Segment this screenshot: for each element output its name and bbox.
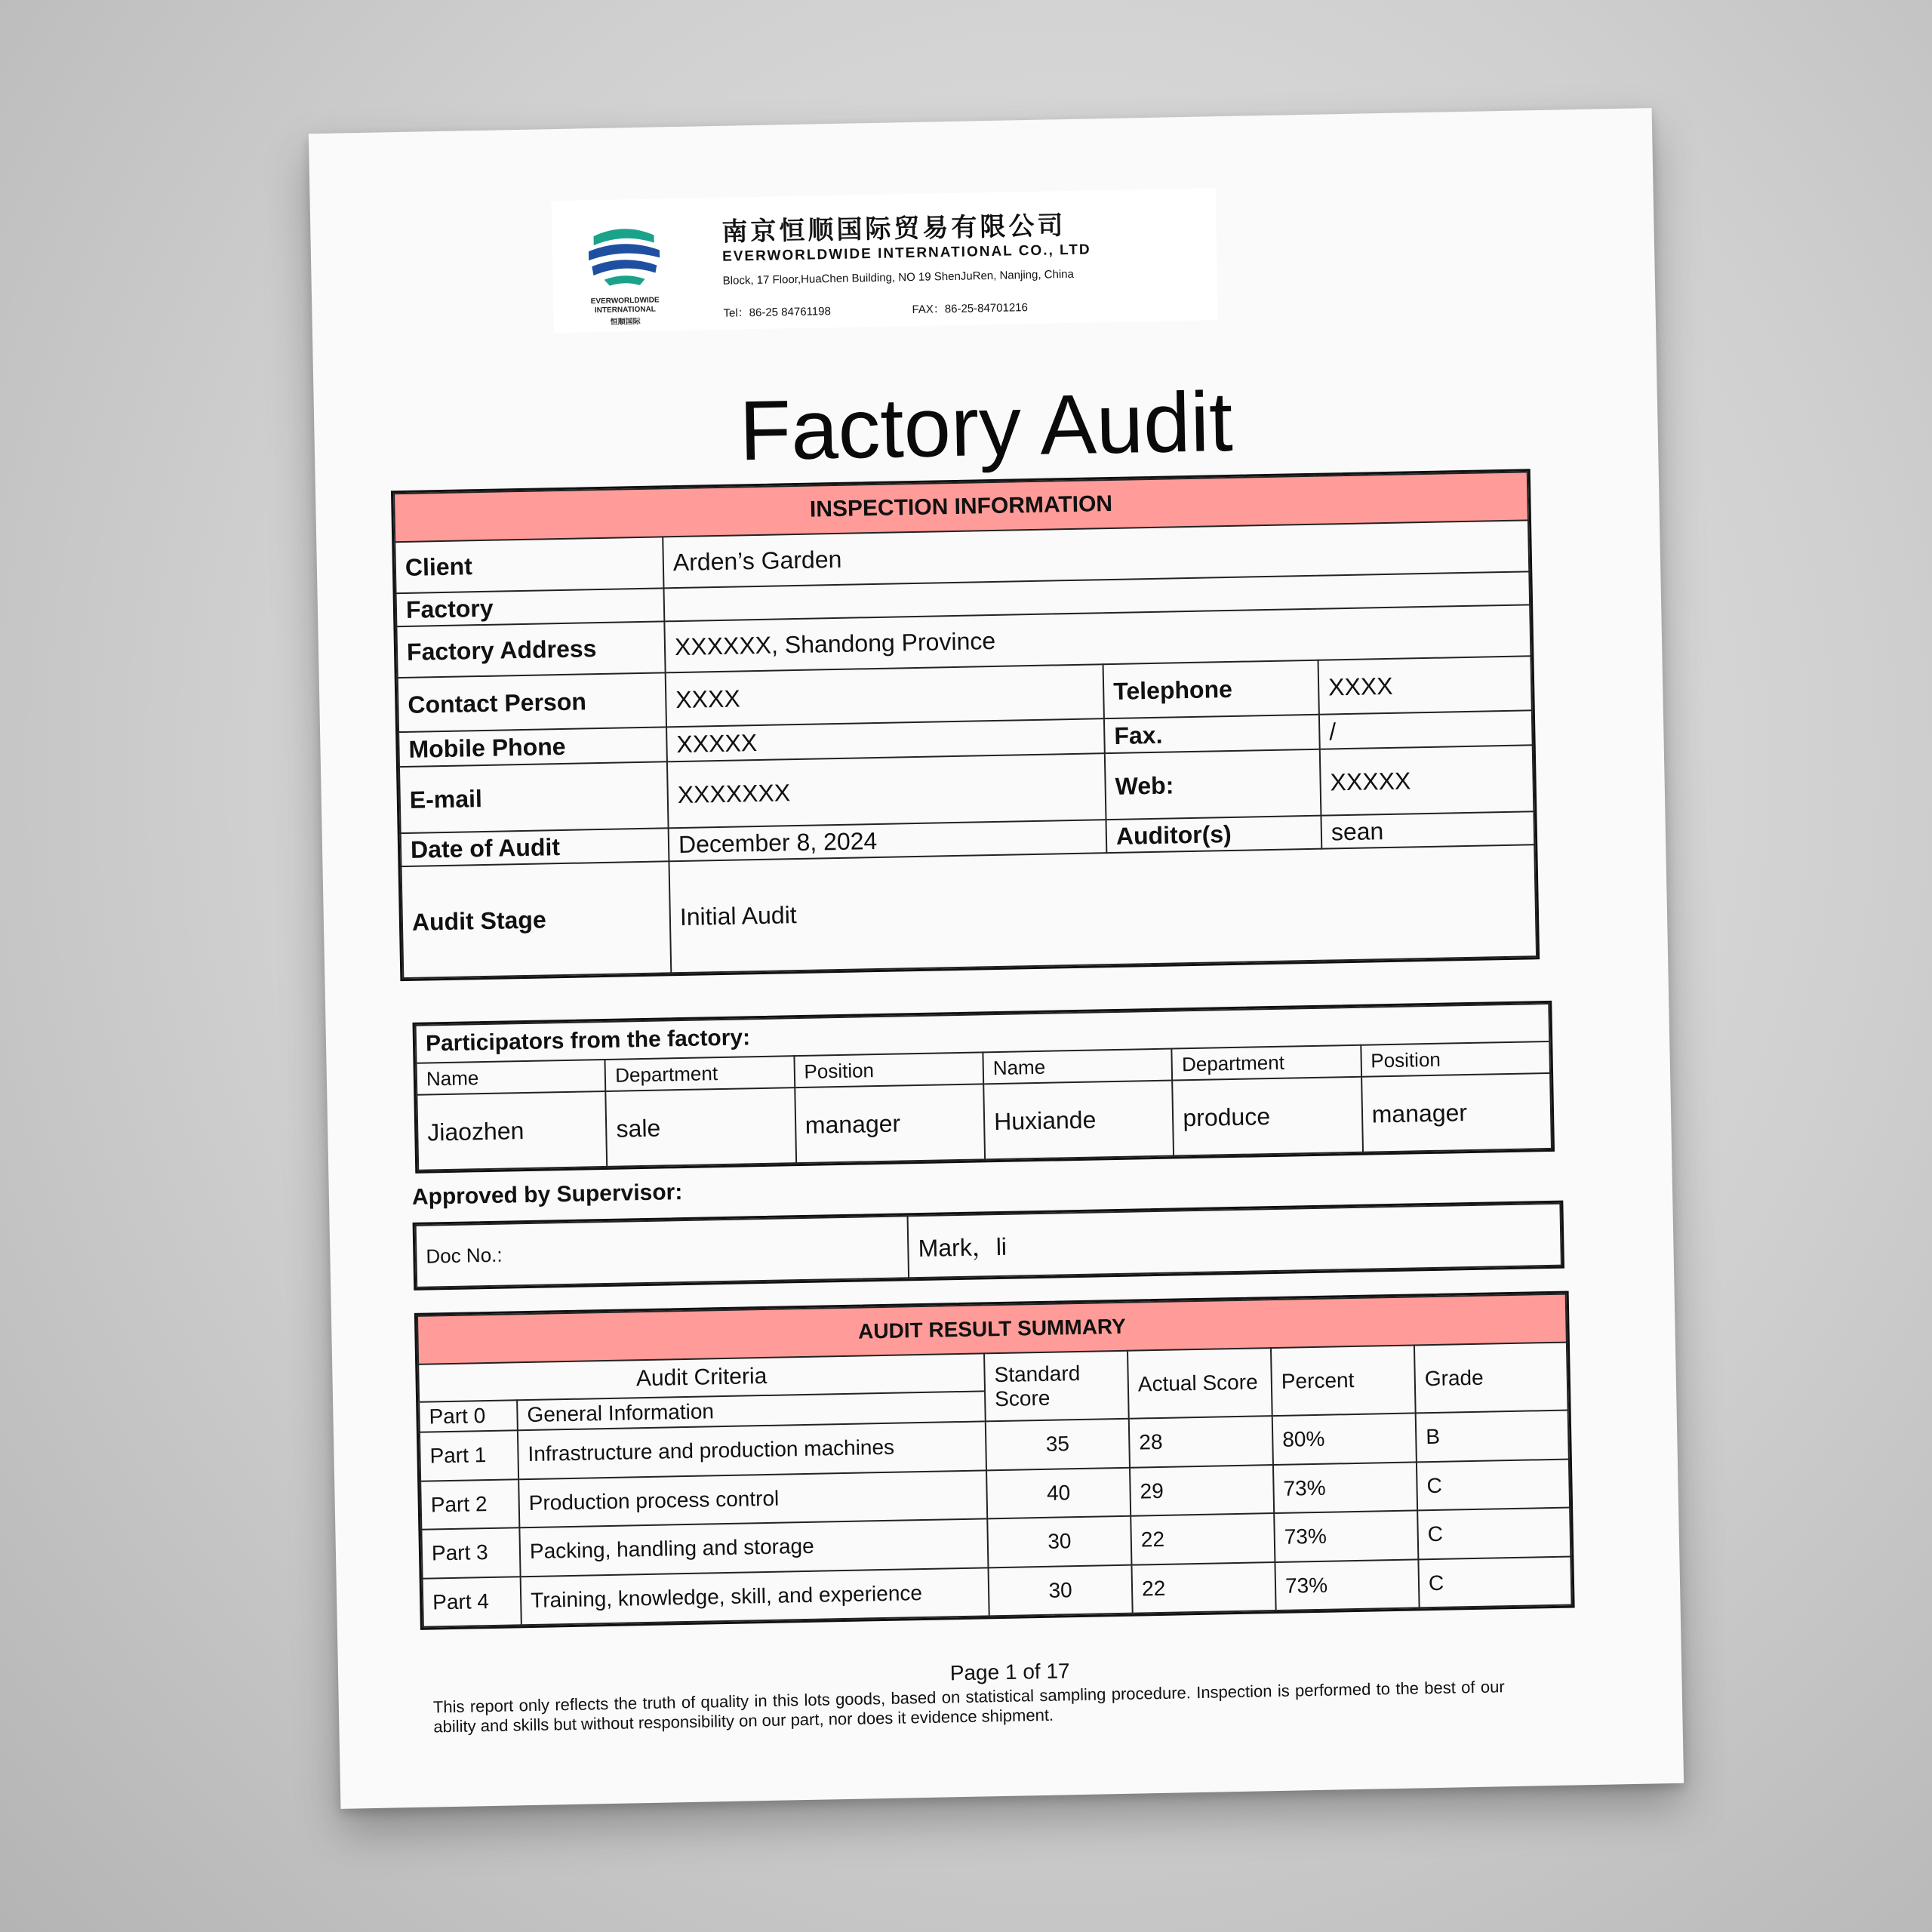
summary-standard: 40 xyxy=(986,1467,1131,1518)
date-of-audit-value: December 8, 2024 xyxy=(669,820,1107,861)
auditors-value: sean xyxy=(1321,811,1534,848)
inspection-info-table xyxy=(391,469,1540,981)
factory-address-value: XXXXXX, Shandong Province xyxy=(664,605,1531,672)
summary-criteria: Infrastructure and production machines xyxy=(518,1421,986,1478)
participant-col-name-2: Name xyxy=(983,1049,1172,1084)
participant-col-position-1: Position xyxy=(794,1052,983,1088)
summary-part: Part 0 xyxy=(419,1400,518,1432)
approved-by-title: Approved by Supervisor: xyxy=(411,1180,683,1210)
web-value: XXXXX xyxy=(1320,745,1534,815)
summary-percent: 73% xyxy=(1275,1559,1419,1611)
summary-header: AUDIT RESULT SUMMARY xyxy=(417,1294,1567,1364)
company-logo xyxy=(574,214,675,327)
participant-name-2: Huxiande xyxy=(983,1081,1174,1160)
participant-col-name-1: Name xyxy=(417,1060,606,1095)
summary-criteria: Production process control xyxy=(518,1470,987,1527)
participant-position-2: manager xyxy=(1361,1073,1552,1152)
summary-actual: 22 xyxy=(1131,1562,1275,1614)
summary-grade: B xyxy=(1416,1411,1569,1462)
company-name-cn: 南京恒顺国际贸易有限公司 xyxy=(721,211,1066,248)
date-of-audit-label: Date of Audit xyxy=(401,828,669,866)
audit-criteria-label: Audit Criteria xyxy=(418,1353,985,1401)
auditors-label: Auditor(s) xyxy=(1106,816,1321,853)
company-telephone: Tel：86-25 84761198 xyxy=(723,305,832,320)
participant-col-position-2: Position xyxy=(1361,1041,1550,1077)
participants-table xyxy=(412,1001,1555,1174)
summary-grade: C xyxy=(1417,1459,1570,1510)
grade-label: Grade xyxy=(1414,1343,1568,1414)
globe-logo-icon xyxy=(582,214,666,291)
participant-col-department-2: Department xyxy=(1172,1045,1361,1081)
summary-percent: 73% xyxy=(1273,1462,1417,1513)
summary-actual: 29 xyxy=(1130,1465,1274,1516)
web-label: Web: xyxy=(1105,749,1321,820)
mobile-phone-value: XXXXX xyxy=(666,718,1105,761)
summary-part: Part 4 xyxy=(423,1577,521,1627)
standard-score-label: Standard Score xyxy=(984,1351,1129,1422)
summary-part: Part 2 xyxy=(420,1479,519,1530)
summary-actual: 28 xyxy=(1129,1416,1273,1467)
participant-department-2: produce xyxy=(1172,1077,1362,1156)
summary-standard: 30 xyxy=(988,1564,1132,1616)
page-title: Factory Audit xyxy=(738,374,1234,478)
email-label: E-mail xyxy=(399,761,669,833)
logo-text-cn: 恒顺国际 xyxy=(610,317,641,327)
summary-criteria: Training, knowledge, skill, and experience xyxy=(521,1567,989,1625)
summary-percent: 80% xyxy=(1272,1413,1417,1464)
percent-label: Percent xyxy=(1271,1345,1416,1416)
factory-address-label: Factory Address xyxy=(396,621,665,678)
participants-title: Participators from the factory: xyxy=(416,1004,1550,1063)
summary-standard: 30 xyxy=(987,1516,1131,1567)
contact-person-label: Contact Person xyxy=(398,672,666,732)
client-label: Client xyxy=(395,537,663,593)
participant-name-1: Jiaozhen xyxy=(417,1091,607,1171)
company-name-en: EVERWORLDWIDE INTERNATIONAL CO., LTD xyxy=(721,242,1091,265)
document-page xyxy=(309,108,1684,1809)
summary-criteria: Packing, handling and storage xyxy=(519,1518,988,1576)
letterhead xyxy=(552,188,1218,333)
fax-label: Fax. xyxy=(1104,715,1320,753)
telephone-value: XXXX xyxy=(1318,656,1531,714)
summary-standard: 35 xyxy=(986,1419,1130,1470)
supervisor-name: Mark，li xyxy=(908,1204,1561,1278)
actual-score-label: Actual Score xyxy=(1128,1348,1272,1419)
summary-grade: C xyxy=(1418,1556,1571,1607)
company-fax: FAX：86-25-84701216 xyxy=(912,301,1029,316)
participant-department-1: sale xyxy=(606,1088,796,1167)
approval-table xyxy=(413,1201,1564,1291)
mobile-phone-label: Mobile Phone xyxy=(398,727,667,767)
page-number: Page 1 of 17 xyxy=(949,1659,1070,1685)
audit-stage-value: Initial Audit xyxy=(669,844,1537,973)
disclaimer: This report only reflects the truth of quality in this lots goods, based on statistical sampling procedure. Inspection is performed to the best of our ability and skills but without responsibility on our part, nor does it evidence shipment. xyxy=(432,1677,1505,1737)
telephone-label: Telephone xyxy=(1103,660,1319,718)
participant-position-1: manager xyxy=(795,1084,985,1163)
contact-person-value: XXXX xyxy=(666,664,1104,727)
logo-text-en: EVERWORLDWIDE INTERNATIONAL xyxy=(590,296,660,315)
audit-summary-table xyxy=(414,1291,1575,1630)
audit-stage-label: Audit Stage xyxy=(401,861,672,978)
summary-grade: C xyxy=(1417,1508,1571,1559)
doc-no-label: Doc No.: xyxy=(416,1216,909,1287)
summary-part: Part 3 xyxy=(421,1527,520,1578)
client-value: Arden’s Garden xyxy=(663,520,1529,588)
summary-part: Part 1 xyxy=(420,1430,518,1481)
email-value: XXXXXXX xyxy=(667,753,1106,828)
company-address: Block, 17 Floor,HuaChen Building, NO 19 ShenJuRen, Nanjing, China xyxy=(722,267,1075,288)
summary-actual: 22 xyxy=(1131,1513,1275,1564)
participant-col-department-1: Department xyxy=(605,1056,795,1091)
summary-percent: 73% xyxy=(1274,1510,1418,1561)
inspection-header: INSPECTION INFORMATION xyxy=(394,472,1528,542)
fax-value: / xyxy=(1319,710,1533,749)
factory-label: Factory xyxy=(396,588,665,626)
summary-criteria: General Information xyxy=(517,1391,986,1430)
